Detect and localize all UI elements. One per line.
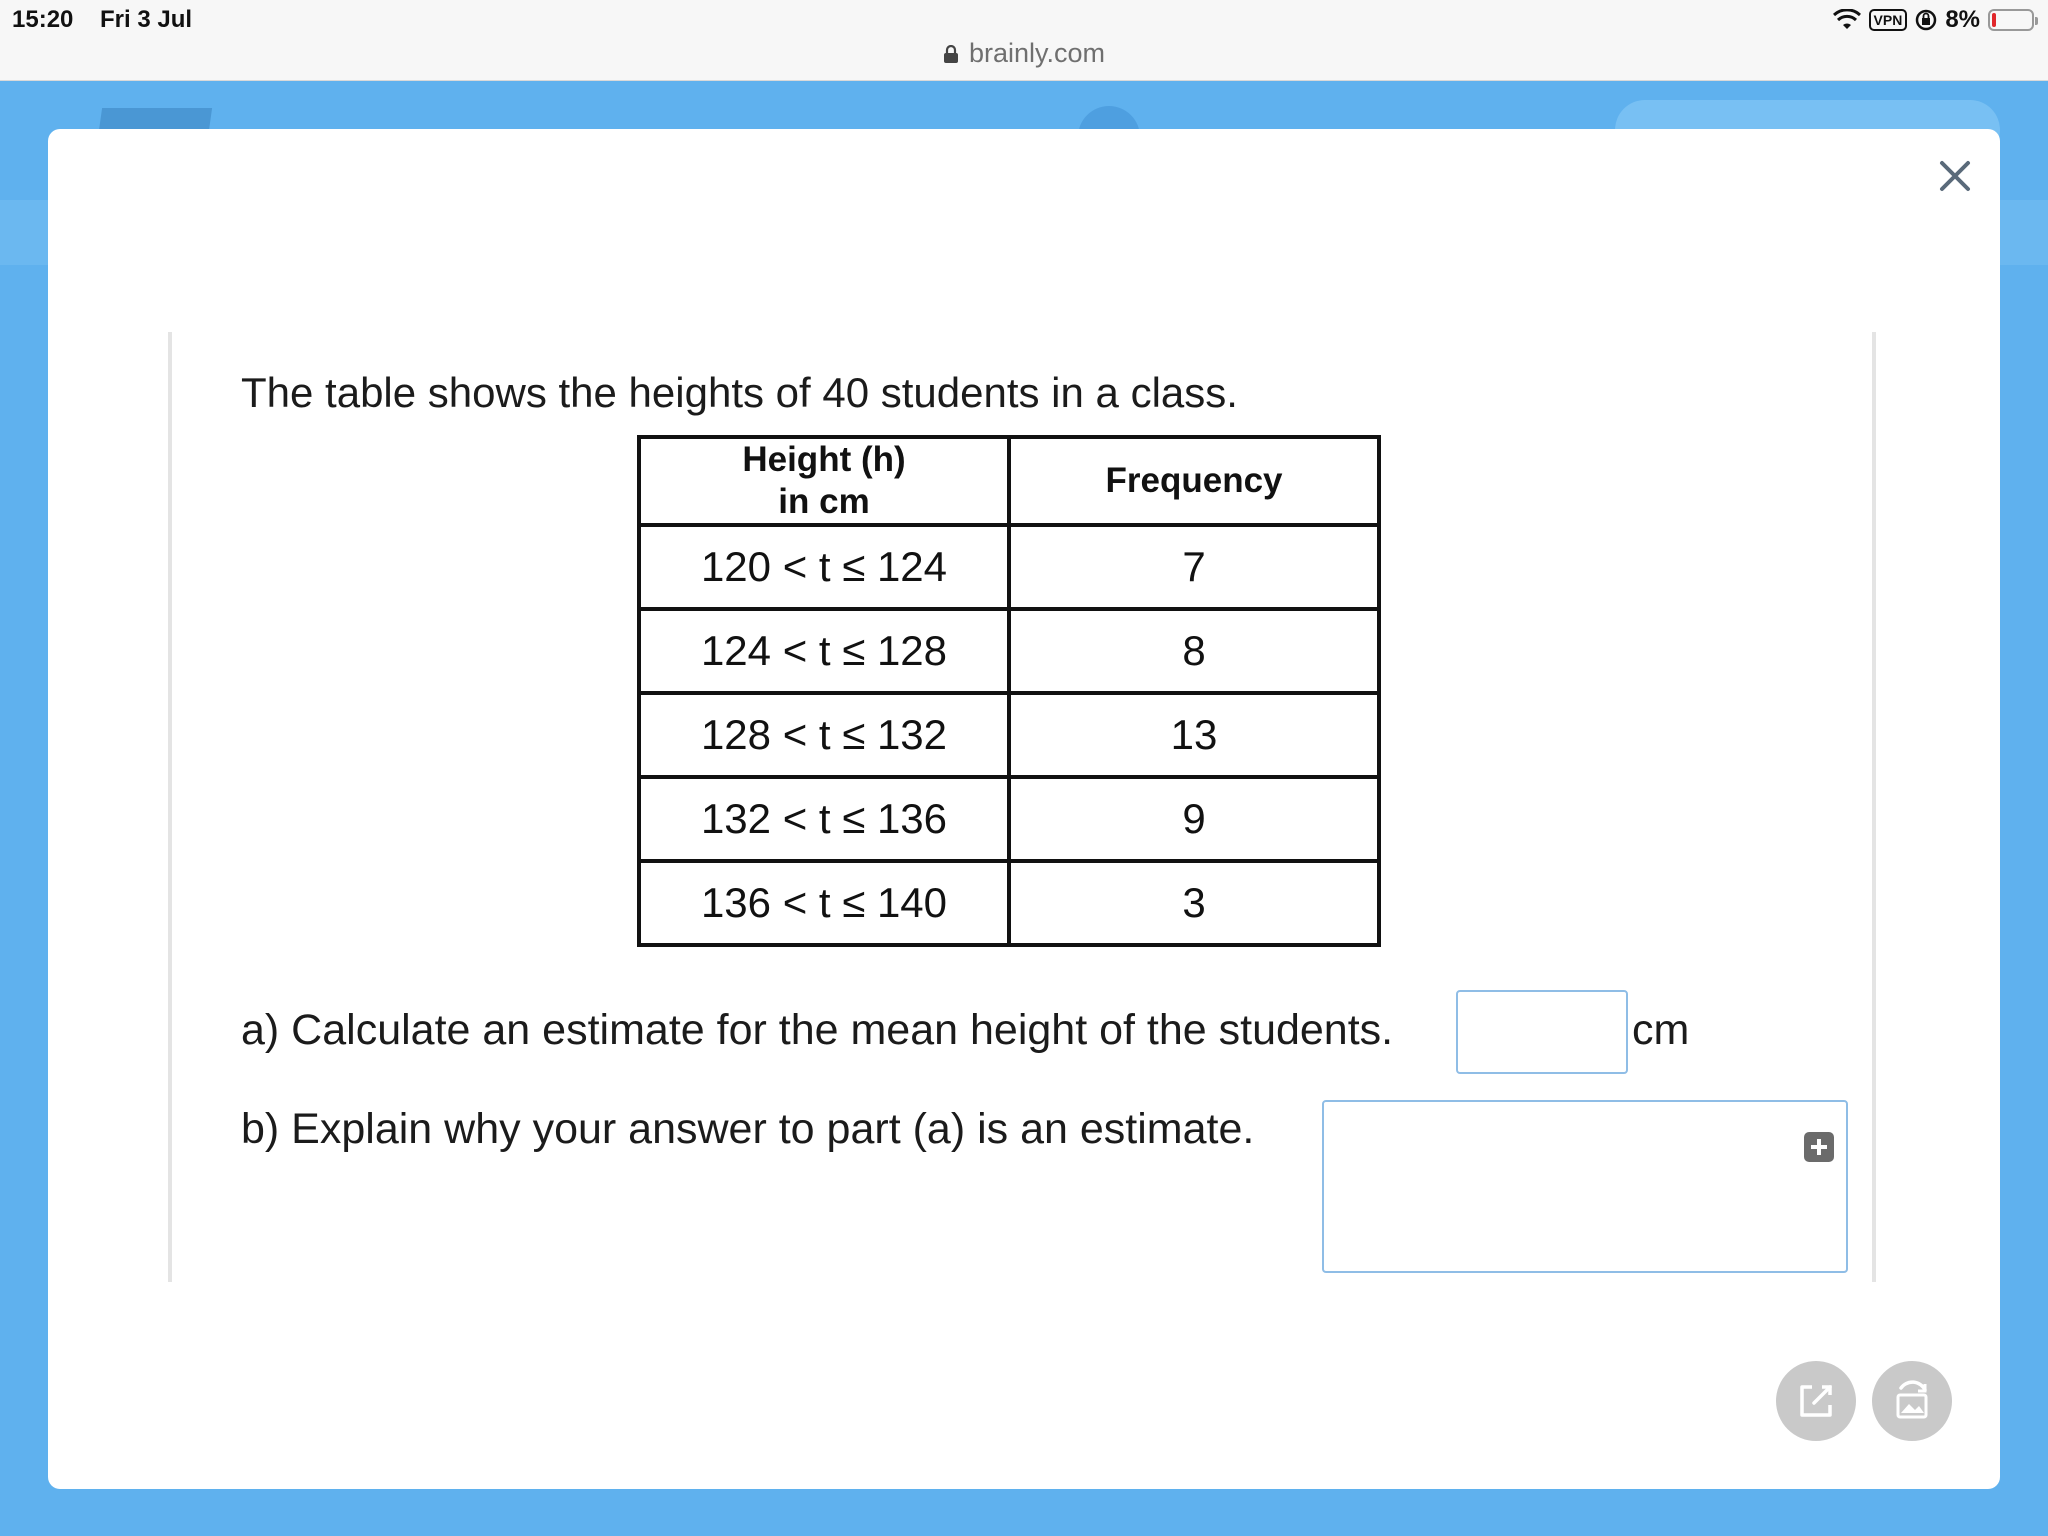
table-header-row: [639, 437, 1379, 525]
status-indicators: [1833, 6, 2034, 34]
question-part-b: b) Explain why your answer to part (a) is an estimate.: [241, 1105, 1255, 1153]
vpn-badge: VPN: [1869, 9, 1908, 31]
url-bar[interactable]: [0, 38, 2048, 69]
table-row: [639, 777, 1379, 861]
header-height-line1: Height (h): [742, 440, 906, 479]
attachment-preview-modal: [48, 129, 2000, 1489]
wifi-icon: [1833, 9, 1861, 31]
battery-icon: [1988, 9, 2034, 31]
table-row: [639, 693, 1379, 777]
height-range: 128 < t ≤ 132: [639, 693, 1009, 777]
header-height-line2: in cm: [778, 482, 870, 521]
answer-a-input[interactable]: [1456, 990, 1628, 1074]
header-frequency: Frequency: [1009, 437, 1379, 525]
url-text: brainly.com: [968, 38, 1106, 68]
lock-icon: [943, 45, 959, 63]
question-part-a: a) Calculate an estimate for the mean height of the students.: [241, 1006, 1394, 1054]
frequency-value: 8: [1009, 609, 1379, 693]
edit-image-button[interactable]: [1872, 1361, 1952, 1441]
answer-a-unit: cm: [1632, 1006, 1690, 1054]
close-icon[interactable]: [1928, 149, 1982, 203]
open-in-editor-button[interactable]: [1776, 1361, 1856, 1441]
frequency-value: 13: [1009, 693, 1379, 777]
status-date: Fri 3 Jul: [100, 6, 193, 33]
frequency-value: 3: [1009, 861, 1379, 945]
frequency-value: 9: [1009, 777, 1379, 861]
expand-plus-icon[interactable]: [1804, 1132, 1834, 1162]
table-row: [639, 609, 1379, 693]
frequency-value: 7: [1009, 525, 1379, 609]
browser-top-bar: [0, 0, 2048, 81]
height-range: 136 < t ≤ 140: [639, 861, 1009, 945]
height-range: 124 < t ≤ 128: [639, 609, 1009, 693]
edit-icon: [1794, 1379, 1838, 1423]
height-range: 120 < t ≤ 124: [639, 525, 1009, 609]
lock-rotation-icon: [1915, 9, 1937, 31]
status-time: 15:20: [12, 6, 74, 33]
battery-percent: 8%: [1945, 6, 1980, 33]
question-intro: The table shows the heights of 40 students in a class.: [241, 369, 1238, 416]
table-row: [639, 861, 1379, 945]
table-row: [639, 525, 1379, 609]
height-frequency-table: [637, 435, 1381, 947]
answer-b-input[interactable]: [1322, 1100, 1848, 1273]
image-icon: [1889, 1378, 1935, 1424]
height-range: 132 < t ≤ 136: [639, 777, 1009, 861]
header-height: [639, 437, 1009, 525]
